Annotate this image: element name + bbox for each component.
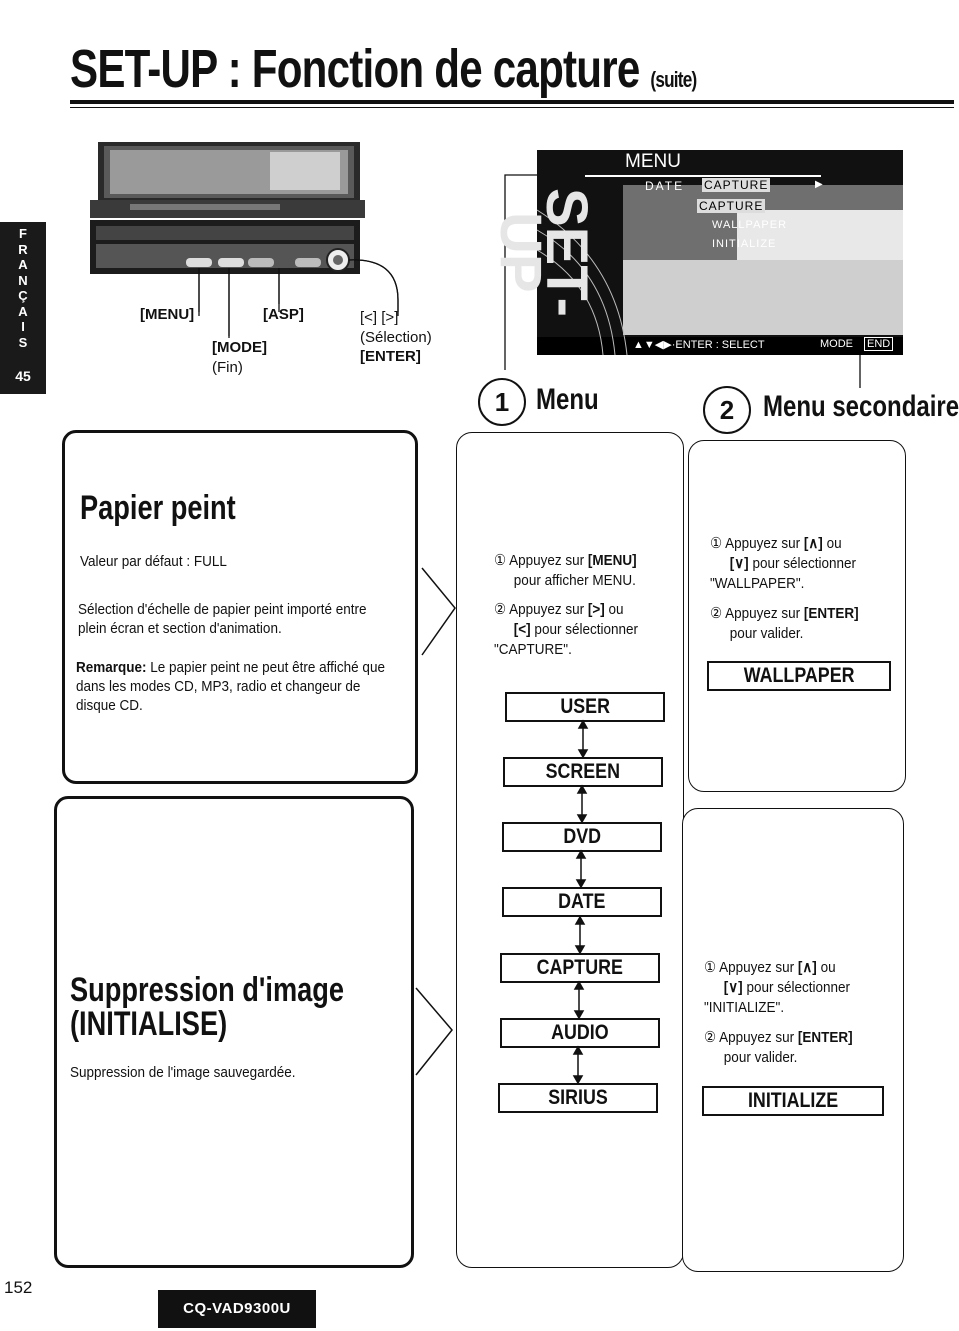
menu-number-icon: 1 (478, 378, 526, 426)
side-letter: A (18, 303, 28, 319)
submenu-number-icon: 2 (703, 386, 751, 434)
screen-menu-rule (585, 175, 821, 177)
title-text: SET-UP : Fonction de capture (70, 39, 640, 99)
step-text: pour sélectionner "WALLPAPER". (710, 555, 857, 592)
screen-big-text: SET-UP (488, 188, 599, 317)
menu-item-user (505, 692, 665, 722)
initialize-option-box (702, 1086, 884, 1116)
menu-item-label: DVD (563, 825, 601, 848)
step-number-1: ① (704, 959, 717, 976)
step-number-2: ② (494, 601, 507, 618)
page-number: 152 (4, 1278, 33, 1297)
papier-desc: Sélection d'échelle de papier peint importé entre plein écran et section d'animation. (78, 601, 367, 637)
step-text: Appuyez sur (509, 601, 585, 618)
step-text: Appuyez sur (725, 605, 801, 622)
page-title (70, 38, 696, 100)
left-key: [<] (513, 621, 531, 638)
step-text: pour afficher MENU. (513, 572, 636, 589)
screen-sub-initialize: INITIALIZE (712, 238, 777, 250)
screen-bottom-hint: ▲▼◀▶·ENTER : SELECT (633, 339, 765, 351)
note-label: Remarque: (76, 659, 147, 676)
step-text: pour sélectionner "INITIALIZE". (704, 979, 851, 1016)
wallpaper-step-1 (710, 534, 886, 594)
wallpaper-option-box (707, 661, 891, 691)
wallpaper-step-2 (710, 604, 886, 644)
step-text: pour sélectionner "CAPTURE". (494, 621, 638, 658)
screen-menu-title: MENU (625, 151, 681, 172)
step-number-2: ② (704, 1029, 717, 1046)
arrow-keys-label: [<] [>] (360, 309, 399, 326)
step-text: Appuyez sur (509, 552, 585, 569)
step-number-1: ① (710, 535, 723, 552)
language-letters (0, 226, 46, 350)
menu-heading: Menu (536, 383, 599, 416)
step-text: ou (820, 959, 836, 976)
screen-tab-date: DATE (645, 179, 685, 193)
submenu-heading: Menu secondaire (763, 390, 959, 423)
papier-default: Valeur par défaut : FULL (80, 553, 227, 570)
initialize-step-1 (704, 958, 880, 1018)
menu-step-2 (494, 600, 674, 660)
suppression-title-1: Suppression d'image (70, 971, 344, 1009)
screen-mode-label: MODE (820, 338, 853, 350)
header-rule (70, 100, 954, 104)
down-key: [∨] (723, 979, 743, 996)
menu-key: [MENU] (587, 552, 637, 569)
menu-step-1 (494, 551, 674, 591)
asp-key-label: [ASP] (263, 306, 304, 323)
step-number-2: ② (710, 605, 723, 622)
header-rule-thin (70, 107, 954, 108)
side-letter: N (18, 272, 28, 288)
up-key: [∧] (803, 535, 823, 552)
side-letter: A (18, 257, 28, 272)
screen-end-label: END (864, 337, 893, 351)
menu-updown-arrows (570, 720, 600, 1086)
step-text: Appuyez sur (719, 959, 795, 976)
step-text: ou (608, 601, 624, 618)
setup-screen (488, 150, 903, 355)
down-key: [∨] (729, 555, 749, 572)
enter-key: [ENTER] (797, 1029, 853, 1046)
title-suffix: (suite) (650, 67, 697, 92)
menu-item-label: USER (560, 695, 610, 718)
menu-item-label: CAPTURE (536, 956, 624, 979)
step-text: Appuyez sur (725, 535, 801, 552)
step-number-1: ① (494, 552, 507, 569)
step-text: pour valider. (723, 1049, 798, 1066)
side-letter: Ç (18, 288, 28, 303)
right-key: [>] (587, 601, 605, 618)
enter-key: [ENTER] (803, 605, 859, 622)
screen-tab-capture: CAPTURE (704, 178, 769, 192)
step-text: Appuyez sur (719, 1029, 795, 1046)
papier-peint-title: Papier peint (80, 489, 236, 527)
menu-item-label: AUDIO (551, 1021, 609, 1044)
papier-note (76, 658, 391, 715)
suppression-desc: Suppression de l'image sauvegardée. (70, 1064, 296, 1081)
menu-item-label: SIRIUS (548, 1086, 608, 1109)
menu-key-label: [MENU] (140, 306, 195, 323)
side-letter: I (21, 319, 25, 334)
menu-item-label: DATE (558, 890, 606, 913)
screen-sub-wallpaper: WALLPAPER (712, 219, 788, 231)
side-letter: R (18, 241, 28, 257)
head-unit-illustration (90, 140, 390, 280)
suppression-title-2: (INITIALISE) (70, 1005, 228, 1043)
model-badge: CQ-VAD9300U (158, 1290, 316, 1328)
mode-key-label: [MODE] (212, 339, 267, 356)
side-letter: F (19, 226, 27, 241)
wallpaper-option-label: WALLPAPER (743, 664, 855, 687)
note-text: Le papier peint ne peut être affiché que dans les modes CD, MP3, radio et changeur de disque CD. (76, 659, 385, 714)
screen-sub-capture: CAPTURE (699, 199, 764, 213)
menu-item-sirius (498, 1083, 658, 1113)
initialize-option-label: INITIALIZE (747, 1089, 839, 1112)
step-text: ou (826, 535, 842, 552)
initialize-step-2 (704, 1028, 880, 1068)
step-text: pour valider. (729, 625, 804, 642)
side-letter: S (18, 334, 28, 350)
enter-key-label: [ENTER] (360, 348, 421, 365)
up-key: [∧] (797, 959, 817, 976)
fin-label: (Fin) (212, 359, 243, 376)
selection-label: (Sélection) (360, 329, 432, 346)
menu-item-label: SCREEN (545, 760, 621, 783)
screen-arrow-icon: ▶ (815, 179, 823, 190)
side-page-number: 45 (15, 368, 31, 384)
